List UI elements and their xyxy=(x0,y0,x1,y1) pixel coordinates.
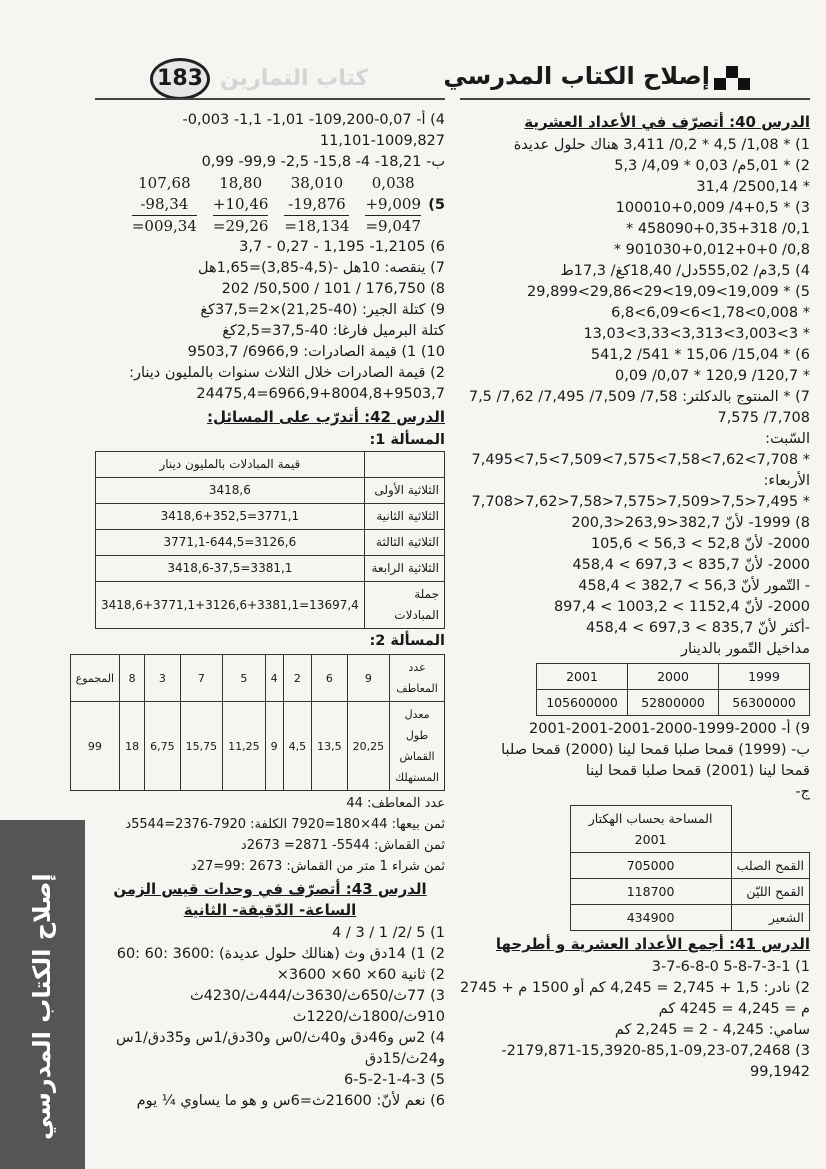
table-cell: 9 xyxy=(347,655,390,702)
text-line: 2) 1) 14دق وث (هنالك حلول عديدة) :3600 :60 :60 xyxy=(116,946,445,962)
operation-mid: -98,34 xyxy=(140,195,189,213)
text-line: مداخيل التّمور بالدينار xyxy=(681,641,810,657)
text-line: 3) * 4+0,5/ 100010+0,009 xyxy=(615,200,810,216)
table-cell: 3 xyxy=(145,655,181,702)
text-line: 6) * 15,04/ 15,06 * 541/ 541,2 xyxy=(590,347,810,363)
exchange-table xyxy=(95,451,445,629)
empty-cell xyxy=(731,806,809,853)
table-header-cell: 2001 xyxy=(537,664,628,690)
text-line: 4) 2س و46دق و40ث/0س و30دق/1س و35دق/1س xyxy=(116,1030,445,1046)
table-header-cell: 2000 xyxy=(628,664,719,690)
operation-bottom: =009,34 xyxy=(131,217,197,235)
text-line: -أكثر لأنّ 835,7 > 697,3 > 458,4 xyxy=(586,620,810,636)
table-cell: 56300000 xyxy=(719,690,810,716)
text-line: * 7,495<7,5<7,509<7,575<7,58<7,62<7,708 xyxy=(471,494,810,510)
row-label: الشعير xyxy=(731,905,809,931)
page-number: 183 xyxy=(150,58,210,100)
text-line: كتلة البرميل فارغا: 40-37,5=2,5كغ xyxy=(222,323,445,339)
lesson-43-title: الدرس 43: أتصرّف في وحدات قيس الزمن الساعة- الدّقيقة- الثانية xyxy=(113,880,427,919)
text-line: - التّمور لأنّ 56,3 > 382,7 > 458,4 xyxy=(578,578,810,594)
text-line: 5) 6-5-2-1-4-3 xyxy=(343,1072,445,1088)
table-cell: 2 xyxy=(283,655,312,702)
text-line: 0,1/ 458090+0,35+318 * xyxy=(625,221,810,237)
lesson-40-title: الدرس 40: أتصرّف في الأعداد العشرية xyxy=(524,113,810,131)
table-cell: 7 xyxy=(180,655,223,702)
row-label: الثلاثية الثالثة xyxy=(364,530,444,556)
exercise-number: 5) xyxy=(428,196,445,213)
table-cell: 20,25 xyxy=(347,702,390,791)
table-cell: 705000 xyxy=(570,853,731,879)
dates-table xyxy=(536,663,810,716)
text-line: م = 4,245 = 4245 كم xyxy=(658,1001,810,1017)
text-line: 11,101-1009,827 xyxy=(319,133,445,149)
row-label: معدل طول القماش المستهلك xyxy=(390,702,445,791)
text-line: ب- (1999) قمحا صلبا قمحا لينا (2000) قمحا صلبا xyxy=(501,742,810,758)
operation-top: 107,68 xyxy=(138,174,191,192)
divider xyxy=(95,98,445,100)
row-label: عدد المعاطف xyxy=(390,655,445,702)
text-line: 7) * المنتوج بالدكلتر: 7,58/ 7,509/ 7,495/ 7,62/ 7,5 xyxy=(468,389,810,405)
table-cell: 3418,6+3771,1+3126,6+3381,1=13697,4 xyxy=(96,582,365,629)
header-blocks-icon xyxy=(714,64,750,92)
text-line: و24ث/15دق xyxy=(364,1051,445,1067)
table-cell: 118700 xyxy=(570,879,731,905)
text-line: ثمن القماش: 5544- 2871= 2673د xyxy=(240,838,445,853)
table-cell: 434900 xyxy=(570,905,731,931)
page-title: إصلاح الكتاب المدرسي xyxy=(443,62,710,90)
text-line: 2000- لأنّ 52,8 > 56,3 > 105,6 xyxy=(590,536,810,552)
table-cell: 3418,6-37,5=3381,1 xyxy=(96,556,365,582)
text-line: 2) * 5,01م/ 0,03 * 4,09/ 5,3 xyxy=(614,158,810,174)
text-line: 1) 5 /2/ 1 / 3 / 4 xyxy=(332,925,445,941)
column-operation xyxy=(365,173,421,237)
divider xyxy=(460,98,810,100)
text-line: 4) أ- 0,07-109,200- 1,01- 1,1- 0,003- xyxy=(182,112,445,128)
problem-2-title: المسألة 2: xyxy=(369,633,445,649)
text-line: 0,8/ 901030+0,012+0+0 * xyxy=(613,242,810,258)
ghost-title: كتاب التمارين xyxy=(220,66,369,91)
text-line: ب- 18,21- 4- 15,8- 2,5- 99,9- 0,99 xyxy=(201,154,445,170)
text-line: 2) ثانية 60× 60× 3600× xyxy=(276,967,445,983)
text-line: * 2500,14/ 31,4 xyxy=(696,179,810,195)
fraction-block xyxy=(95,173,445,237)
text-line: 7) ينقصه: 10هل -(4,5-3,85)=1,65هل xyxy=(197,260,445,276)
table-cell: 15,75 xyxy=(180,702,223,791)
row-label: الثلاثية الأولى xyxy=(364,478,444,504)
table-header-cell: 1999 xyxy=(719,664,810,690)
text-line: 9) أ- 2000-1999-2000-2001-2001-2001 xyxy=(529,721,810,737)
lesson-42-title: الدرس 42: أتدرّب على المسائل: xyxy=(207,408,445,426)
table-cell: 18 xyxy=(120,702,145,791)
operation-bottom: =29,26 xyxy=(212,217,269,235)
table-header-cell: قيمة المبادلات بالمليون دينار xyxy=(96,452,365,478)
table-cell: 6 xyxy=(312,655,348,702)
operation-top: 0,038 xyxy=(371,174,415,192)
row-label: القمح الليّن xyxy=(731,879,809,905)
table-cell: 3418,6 xyxy=(96,478,365,504)
text-line: ثمن بيعها: 44×180=7920 الكلفة: 7920-2376=5544د xyxy=(125,817,445,832)
text-line: ج- xyxy=(795,784,810,800)
row-label: جملة المبادلات xyxy=(364,582,444,629)
table-cell: 9 xyxy=(265,702,283,791)
operation-bottom: =18,134 xyxy=(284,217,350,235)
table-cell: 52800000 xyxy=(628,690,719,716)
table-cell: 11,25 xyxy=(223,702,266,791)
side-tab-label: إصلاح الكتاب المدرسي xyxy=(28,873,56,1140)
table-cell: 3771,1-644,5=3126,6 xyxy=(96,530,365,556)
problem-1-title: المسألة 1: xyxy=(369,432,445,448)
area-table xyxy=(570,805,810,931)
table-cell: 4 xyxy=(265,655,283,702)
text-line: 7,708/ 7,575 xyxy=(717,410,810,426)
text-line: 2) قيمة الصادرات خلال الثلاث سنوات بالمليون دينار: xyxy=(129,365,445,381)
empty-cell xyxy=(364,452,444,478)
operation-mid: +9,009 xyxy=(365,195,421,213)
text-line: * 7,708>7,62>7,58>7,575>7,509>7,5>7,495 xyxy=(471,452,810,468)
row-label: القمح الصلب xyxy=(731,853,809,879)
text-line: 6) نعم لأنّ: 21600ث=6س و هو ما يساوي ¼ يوم xyxy=(136,1093,445,1109)
row-label: الثلاثية الثانية xyxy=(364,504,444,530)
text-line: 8) 176,750 / 101 / 50,500/ 202 xyxy=(221,281,445,297)
table-header-cell: المساحة بحساب الهكتار 2001 xyxy=(570,806,731,853)
text-line: 10) 1) قيمة الصادرات: 6966,9/ 9503,7 xyxy=(187,344,445,360)
text-line: 3) 77ث/650ث/3630ث/444ث/4230ث xyxy=(190,988,445,1004)
text-line: ثمن شراء 1 متر من القماش: 2673 :99=27د xyxy=(190,859,445,874)
table-cell: 8 xyxy=(120,655,145,702)
table-cell: 6,75 xyxy=(145,702,181,791)
text-line: عدد المعاطف: 44 xyxy=(346,796,445,811)
text-line: 6) 1,2105- 1,195 - 0,27 - 3,7 xyxy=(239,239,445,255)
text-line: 9) كتلة الجير: (40-21,25)×2=37,5كغ xyxy=(200,302,445,318)
lesson-41-title: الدرس 41: أجمع الأعداد العشرية و أطرحها xyxy=(495,935,810,953)
table-cell: 105600000 xyxy=(537,690,628,716)
text-line: * 120,7/ 120,9 * 0,07/ 0,09 xyxy=(615,368,810,384)
text-line: 99,1942 xyxy=(750,1064,810,1080)
coats-table xyxy=(70,654,445,791)
text-line: 3) 2179,871-15,3920-85,1-09,23-07,2468- xyxy=(501,1043,810,1059)
operation-top: 18,80 xyxy=(219,174,263,192)
column-operation xyxy=(284,173,349,237)
text-line: * 0,008>1,78>6>6,09>6,8 xyxy=(611,305,810,321)
table-cell: 13,5 xyxy=(312,702,348,791)
text-line: 2000- لأنّ 1152,4 > 1003,2 > 897,4 xyxy=(553,599,810,615)
row-label: الثلاثية الرابعة xyxy=(364,556,444,582)
left-column xyxy=(75,110,445,1112)
right-column xyxy=(460,110,810,1083)
text-line: قمحا لينا (2001) قمحا صلبا قمحا لينا xyxy=(585,763,810,779)
operation-mid: -19,876 xyxy=(288,195,346,213)
text-line: 1) 5-8-7-3-1 3-7-6-8-0 xyxy=(651,959,810,975)
table-cell: 5 xyxy=(223,655,266,702)
table-cell: المجموع xyxy=(70,655,119,702)
text-line: 910ث/1800ث/1220ث xyxy=(292,1009,445,1025)
table-cell: 3418,6+352,5=3771,1 xyxy=(96,504,365,530)
text-line: 2) نادر: 1,5 + 2,745 = 4,245 كم أو 1500 م + 2745 xyxy=(460,980,810,996)
table-cell: 99 xyxy=(70,702,119,791)
operation-bottom: =9,047 xyxy=(365,217,421,235)
operation-mid: +10,46 xyxy=(212,195,269,213)
table-cell: 4,5 xyxy=(283,702,312,791)
text-line: * 3>3,003>3,313>3,33>13,03 xyxy=(583,326,810,342)
column-operation xyxy=(132,173,197,237)
text-line: 8) 1999- لأنّ 382,7<263,9<200,3 xyxy=(571,515,810,531)
text-line: 5) * 19,009>19,09>29>29,86>29,899 xyxy=(527,284,810,300)
column-operation xyxy=(213,173,269,237)
page-header xyxy=(150,58,750,98)
operation-top: 38,010 xyxy=(290,174,344,192)
text-line: 1) * 1,08/ 4,5 * 0,2/ 3,411 هناك حلول عديدة xyxy=(513,137,810,153)
text-line: 2000- لأنّ 835,7 > 697,3 > 458,4 xyxy=(572,557,810,573)
text-line: 6966,9+8004,8+9503,7=24475,4 xyxy=(196,386,445,402)
text-line: 4) 3,5م/ 555,02دل/ 18,40كغ/ 17,3ط xyxy=(560,263,810,279)
text-line: السّبت: xyxy=(765,431,810,447)
text-line: الأربعاء: xyxy=(763,473,810,489)
text-line: سامي: 4,245 - 2 = 2,245 كم xyxy=(614,1022,810,1038)
